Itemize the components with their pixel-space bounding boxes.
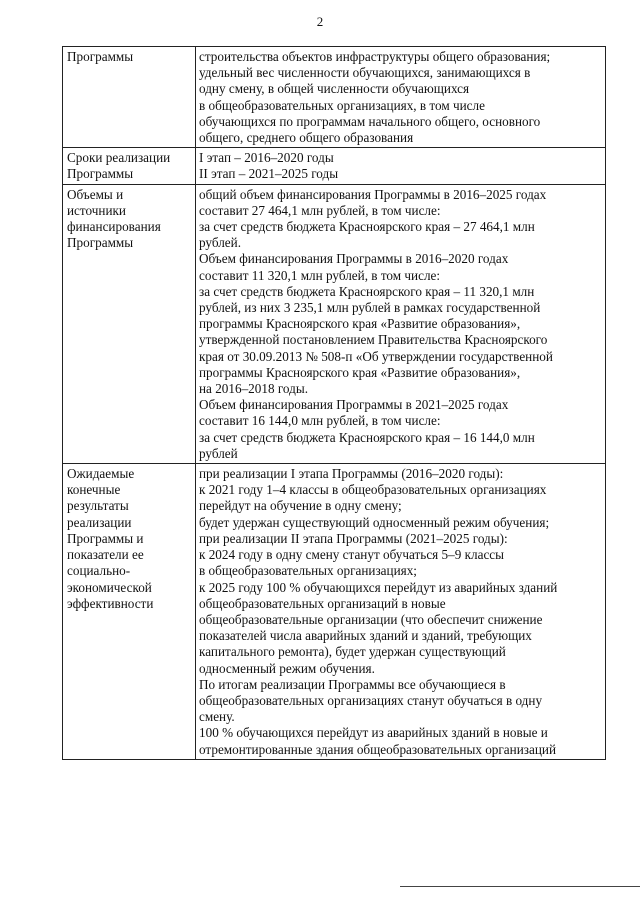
row-value-line: в общеобразовательных организациях, в том числе: [199, 97, 485, 113]
row-value-line: удельный вес численности обучающихся, занимающихся в: [199, 65, 531, 81]
row-value-line: отремонтированные здания общеобразовательных организаций: [199, 741, 557, 757]
row-value-line: при реализации I этапа Программы (2016–2020 годы):: [199, 466, 504, 482]
row-label-line: экономической: [67, 579, 152, 595]
row-value-line: общий объем финансирования Программы в 2016–2025 годах: [199, 186, 547, 202]
program-passport-table: [62, 46, 606, 760]
row-value-line: составит 11 320,1 млн рублей, в том числе:: [199, 267, 441, 283]
row-value-line: По итогам реализации Программы все обучающиеся в: [199, 676, 506, 692]
row-value-line: одну смену, в общей численности обучающихся: [199, 81, 470, 97]
table-row: [63, 148, 606, 184]
row-value-line: общеобразовательных организаций в новые: [199, 595, 446, 611]
row-value-line: 100 % обучающихся перейдут из аварийных зданий в новые и: [199, 725, 548, 741]
row-value-line: будет удержан существующий односменный режим обучения;: [199, 514, 550, 530]
row-value-line: обучающихся по программам начального общего, основного: [199, 113, 541, 129]
row-value-line: капитального ремонта), будет удержан существующий: [199, 644, 506, 660]
row-label-line: Программы: [67, 235, 134, 251]
row-label-line: Программы и: [67, 530, 144, 546]
row-value-line: Объем финансирования Программы в 2021–2025 годах: [199, 397, 509, 413]
row-value-line: Объем финансирования Программы в 2016–2020 годах: [199, 251, 509, 267]
table-body: [63, 47, 606, 760]
row-value-line: рублей.: [199, 235, 242, 251]
row-value-line: за счет средств бюджета Красноярского края – 11 320,1 млн: [199, 283, 535, 299]
row-label-line: результаты: [67, 498, 129, 514]
row-value-line: края от 30.09.2013 № 508-п «Об утверждении государственной: [199, 348, 553, 364]
row-label-line: финансирования: [67, 219, 161, 235]
row-value-cell: [196, 184, 606, 463]
row-value-line: программы Красноярского края «Развитие образования»,: [199, 364, 521, 380]
row-label-line: эффективности: [67, 595, 154, 611]
row-value-line: за счет средств бюджета Красноярского края – 27 464,1 млн: [199, 219, 535, 235]
row-value-line: перейдут на обучение в одну смену;: [199, 498, 402, 514]
row-value-line: утвержденной постановлением Правительства Красноярского: [199, 332, 548, 348]
row-label-cell: [63, 464, 196, 760]
row-value-cell: [196, 148, 606, 184]
row-value-line: односменный режим обучения.: [199, 660, 375, 676]
row-value-line: рублей: [199, 445, 238, 461]
row-label-line: Сроки реализации: [67, 150, 171, 166]
table-row: [63, 184, 606, 463]
row-value-line: составит 16 144,0 млн рублей, в том числе:: [199, 413, 441, 429]
row-value-line: общего, среднего общего образования: [199, 130, 414, 146]
row-value-line: программы Красноярского края «Развитие образования»,: [199, 316, 521, 332]
row-value-line: рублей, из них 3 235,1 млн рублей в рамках государственной: [199, 300, 541, 316]
page-number: 2: [316, 14, 324, 29]
row-value-line: за счет средств бюджета Красноярского края – 16 144,0 млн: [199, 429, 535, 445]
row-label-line: источники: [67, 202, 126, 218]
row-value-line: II этап – 2021–2025 годы: [199, 166, 339, 182]
row-value-line: к 2021 году 1–4 классы в общеобразовательных организациях: [199, 482, 547, 498]
row-label-line: Объемы и: [67, 186, 124, 202]
row-label-line: показатели ее: [67, 547, 144, 563]
row-label-cell: [63, 184, 196, 463]
row-value-line: показателей числа аварийных зданий и зданий, требующих: [199, 628, 532, 644]
bottom-rule: [400, 886, 640, 887]
row-label-cell: [63, 148, 196, 184]
row-label-line: социально-: [67, 563, 131, 579]
row-label-line: Ожидаемые: [67, 466, 135, 482]
row-value-line: в общеобразовательных организациях;: [199, 563, 417, 579]
row-value-cell: [196, 47, 606, 148]
row-value-line: общеобразовательные организации (что обеспечит снижение: [199, 611, 543, 627]
row-value-line: к 2024 году в одну смену станут обучаться 5–9 классы: [199, 547, 505, 563]
row-label-line: Программы: [67, 49, 134, 64]
row-value-cell: [196, 464, 606, 760]
row-value-line: составит 27 464,1 млн рублей, в том числе:: [199, 202, 441, 218]
row-label-line: Программы: [67, 166, 134, 182]
row-label-line: конечные: [67, 482, 121, 498]
table-row: [63, 464, 606, 760]
row-value-line: строительства объектов инфраструктуры общего образования;: [199, 49, 551, 64]
row-value-line: общеобразовательных организациях станут обучаться в одну: [199, 692, 543, 708]
row-label-line: реализации: [67, 514, 132, 530]
row-value-line: на 2016–2018 годы.: [199, 381, 309, 397]
table-row: [63, 47, 606, 148]
row-label-cell: [63, 47, 196, 148]
row-value-line: I этап – 2016–2020 годы: [199, 150, 334, 166]
row-value-line: смену.: [199, 709, 235, 725]
row-value-line: при реализации II этапа Программы (2021–2025 годы):: [199, 530, 508, 546]
row-value-line: к 2025 году 100 % обучающихся перейдут из аварийных зданий: [199, 579, 558, 595]
